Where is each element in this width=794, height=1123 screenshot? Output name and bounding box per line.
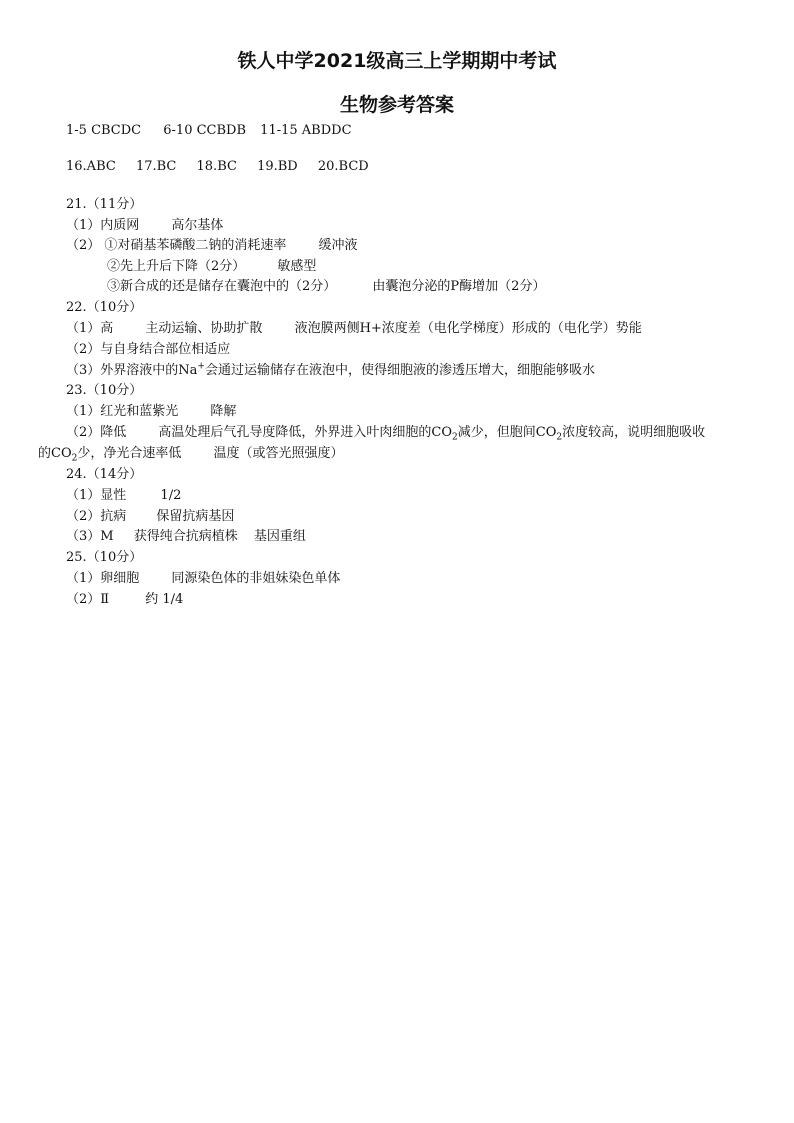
answer-11-15: 11-15 ABDDC bbox=[260, 123, 352, 138]
q22-heading: 22.（10分） bbox=[66, 300, 143, 315]
q24-line-3 bbox=[66, 528, 306, 546]
q23-2-answer-f: 少，净光合速率低 bbox=[77, 446, 182, 461]
q23-2-answer-b: 高温处理后气孔导度降低，外界进入叶肉细胞的CO bbox=[158, 425, 453, 440]
q21-line-1 bbox=[66, 217, 223, 235]
q23-2-subscript: 2 bbox=[452, 432, 458, 443]
q25-1-answer-a: （1）卵细胞 bbox=[66, 571, 140, 586]
q25-heading: 25.（10分） bbox=[66, 550, 143, 565]
q21-1-answer-b: 高尔基体 bbox=[171, 218, 224, 233]
q24-heading: 24.（14分） bbox=[66, 467, 143, 482]
q25-line-1 bbox=[66, 570, 340, 588]
q22-3-answer-a: （3）外界溶液中的Na bbox=[66, 363, 198, 378]
q24-2-answer-b: 保留抗病基因 bbox=[156, 509, 235, 524]
q21-2-answer-f: 由囊泡分泌的P酶增加（2分） bbox=[372, 279, 546, 294]
q23-2-subscript-2: 2 bbox=[556, 432, 563, 443]
q21-line-4 bbox=[107, 278, 545, 296]
q23-1-answer-a: （1）红光和蓝紫光 bbox=[66, 404, 179, 419]
document-title: 铁人中学2021级高三上学期期中考试 bbox=[237, 50, 557, 72]
q22-1-answer-b: 主动运输、协助扩散 bbox=[145, 321, 263, 336]
q23-2-answer-a: （2）降低 bbox=[66, 425, 127, 440]
q23-line-1 bbox=[66, 403, 236, 421]
answer-6-10: 6-10 CCBDB bbox=[163, 123, 247, 138]
q24-1-answer-a: （1）显性 bbox=[66, 488, 127, 503]
q21-line-2 bbox=[66, 237, 358, 255]
q21-2-answer-a: （2） ①对硝基苯磷酸二钠的消耗速率 bbox=[66, 238, 287, 253]
q21-1-answer-a: （1）内质网 bbox=[66, 218, 140, 233]
q25-2-answer-b: 约 1/4 bbox=[145, 592, 184, 607]
q25-1-answer-b: 同源染色体的非姐妹染色单体 bbox=[171, 571, 341, 586]
mc-answers-row-2 bbox=[66, 158, 369, 176]
q21-heading: 21.（11分） bbox=[66, 197, 143, 212]
q25-line-2 bbox=[66, 591, 183, 609]
q21-2-answer-b: 缓冲液 bbox=[318, 238, 358, 253]
q23-line-3 bbox=[38, 445, 344, 463]
q21-line-3 bbox=[107, 258, 316, 276]
q22-line-1 bbox=[66, 320, 642, 338]
q22-3-superscript: + bbox=[197, 361, 205, 372]
q23-3-subscript: 2 bbox=[71, 453, 78, 464]
q22-1-answer-c: 液泡膜两侧H+浓度差（电化学梯度）形成的（电化学）势能 bbox=[294, 321, 642, 336]
q24-3-answer-c: 基因重组 bbox=[253, 529, 306, 544]
mc-answers-row-1 bbox=[66, 122, 352, 140]
q22-3-answer-b: 会通过运输储存在液泡中，使得细胞液的渗透压增大，细胞能够吸水 bbox=[204, 363, 595, 378]
document-subtitle: 生物参考答案 bbox=[339, 94, 454, 116]
q24-line-1 bbox=[66, 487, 181, 505]
answer-17: 17.BC bbox=[135, 159, 177, 174]
q25-2-answer-a: （2）Ⅱ bbox=[66, 592, 110, 607]
q21-2-answer-d: 敏感型 bbox=[277, 259, 317, 274]
q24-3-answer-b: 获得纯合抗病植株 bbox=[133, 529, 238, 544]
q23-heading: 23.（10分） bbox=[66, 383, 143, 398]
answer-19: 19.BD bbox=[257, 159, 298, 174]
q22-line-3 bbox=[66, 362, 595, 380]
q22-line-2: （2）与自身结合部位相适应 bbox=[66, 342, 231, 357]
q23-line-2 bbox=[66, 424, 705, 442]
q23-1-answer-b: 降解 bbox=[210, 404, 237, 419]
q24-2-answer-a: （2）抗病 bbox=[66, 509, 127, 524]
q23-2-answer-g: 温度（或答光照强度） bbox=[213, 446, 344, 461]
answer-16: 16.ABC bbox=[66, 159, 116, 174]
q24-1-answer-b: 1/2 bbox=[160, 488, 182, 503]
q21-2-answer-c: ②先上升后下降（2分） bbox=[107, 259, 246, 274]
q21-2-answer-e: ③新合成的还是储存在囊泡中的（2分） bbox=[107, 279, 337, 294]
q24-3-answer-a: （3）M bbox=[66, 529, 114, 544]
q23-2-answer-c: 减少，但胞间CO bbox=[457, 425, 557, 440]
answer-1-5: 1-5 CBCDC bbox=[66, 123, 142, 138]
q22-1-answer-a: （1）高 bbox=[66, 321, 114, 336]
answer-20: 20.BCD bbox=[317, 159, 369, 174]
q24-line-2 bbox=[66, 508, 234, 526]
q23-2-answer-e: 的CO bbox=[38, 446, 72, 461]
answer-18: 18.BC bbox=[196, 159, 237, 174]
q23-2-answer-d: 浓度较高，说明细胞吸收 bbox=[562, 425, 706, 440]
